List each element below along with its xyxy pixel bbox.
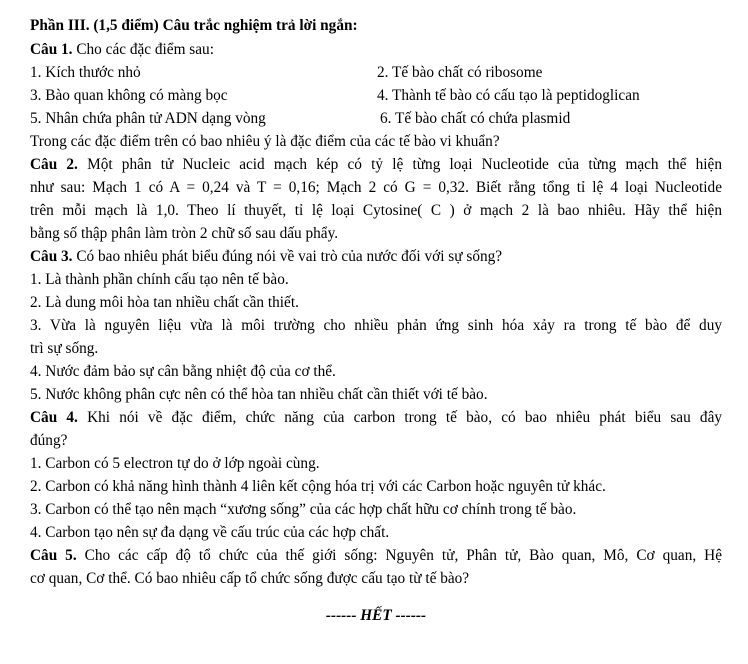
question-3-label: Câu 3.	[30, 248, 73, 265]
statement: 3. Vừa là nguyên liệu vừa là môi trường cho nhiều phản ứng sinh hóa xảy ra trong tế bào để duy	[30, 317, 722, 334]
option-4: 4. Thành tế bào có cấu tạo là peptidoglican	[377, 87, 640, 104]
statement: 3. Carbon có thể tạo nên mạch “xương sống” của các hợp chất hữu cơ chính trong tế bào.	[30, 501, 577, 518]
question-2-text-line: bằng số thập phân làm tròn 2 chữ số sau dấu phẩy.	[30, 225, 339, 242]
option-6: 6. Tế bào chất có chứa plasmid	[380, 110, 571, 127]
question-2-text-line: Một phân tử Nucleic acid mạch kép có tỷ lệ từng loại Nucleotide của từng mạch thể hiện	[87, 156, 723, 173]
question-1-options-row	[30, 107, 722, 130]
question-1-prompt: Trong các đặc điểm trên có bao nhiêu ý là đặc điểm của các tế bào vi khuẩn?	[30, 133, 500, 150]
question-1-options-row	[30, 61, 722, 84]
statement: 5. Nước không phân cực nên có thể hòa tan nhiều chất cần thiết với tế bào.	[30, 386, 488, 403]
question-1-intro: Cho các đặc điểm sau:	[76, 41, 214, 58]
question-3	[30, 245, 722, 406]
question-5-text-line: Cho các cấp độ tổ chức của thế giới sống: Nguyên tử, Phân tử, Bào quan, Mô, Cơ quan, Hệ	[84, 547, 722, 564]
question-2-text-line: như sau: Mạch 1 có A = 0,24 và T = 0,16; Mạch 2 có G = 0,32. Biết rằng tổng tỉ lệ 4 loại Nucleotide	[30, 179, 722, 196]
question-3-intro: Có bao nhiêu phát biểu đúng nói về vai trò của nước đối với sự sống?	[76, 248, 503, 265]
question-4	[30, 406, 722, 544]
statement: 2. Carbon có khả năng hình thành 4 liên kết cộng hóa trị với các Carbon hoặc nguyên tử khác.	[30, 478, 606, 495]
option-3: 3. Bào quan không có màng bọc	[30, 87, 228, 104]
end-marker: ------ HẾT ------	[325, 607, 427, 624]
question-4-intro: Khi nói về đặc điểm, chức năng của carbon trong tế bào, có bao nhiêu phát biểu sau đây	[87, 409, 723, 426]
option-5: 5. Nhân chứa phân tử ADN dạng vòng	[30, 110, 266, 127]
statement-continuation: trì sự sống.	[30, 340, 99, 357]
statement: 1. Là thành phần chính cấu tạo nên tế bào.	[30, 271, 289, 288]
statement: 4. Nước đảm bảo sự cân bằng nhiệt độ của cơ thể.	[30, 363, 336, 380]
question-1-options-row	[30, 84, 722, 107]
statement: 1. Carbon có 5 electron tự do ở lớp ngoài cùng.	[30, 455, 320, 472]
question-5-text-line: cơ quan, Cơ thể. Có bao nhiêu cấp tổ chức sống được cấu tạo từ tế bào?	[30, 570, 470, 587]
option-2: 2. Tế bào chất có ribosome	[377, 64, 543, 81]
option-1: 1. Kích thước nhỏ	[30, 64, 141, 81]
section-title: Phần III. (1,5 điểm) Câu trắc nghiệm trả lời ngắn:	[30, 17, 358, 34]
question-2	[30, 153, 722, 245]
question-2-text-line: trên mỗi mạch là 1,0. Theo lí thuyết, tỉ lệ loại Cytosine( C ) ở mạch 2 là bao nhiêu. Hãy thể hiện	[30, 202, 722, 219]
question-1-label: Câu 1.	[30, 41, 73, 58]
question-4-label: Câu 4.	[30, 409, 78, 426]
question-5-label: Câu 5.	[30, 547, 77, 564]
statement: 4. Carbon tạo nên sự đa dạng về cấu trúc của các hợp chất.	[30, 524, 390, 541]
question-1	[30, 38, 722, 153]
question-4-intro-continuation: đúng?	[30, 432, 68, 449]
question-2-label: Câu 2.	[30, 156, 78, 173]
question-5	[30, 544, 722, 590]
statement: 2. Là dung môi hòa tan nhiều chất cần thiết.	[30, 294, 299, 311]
